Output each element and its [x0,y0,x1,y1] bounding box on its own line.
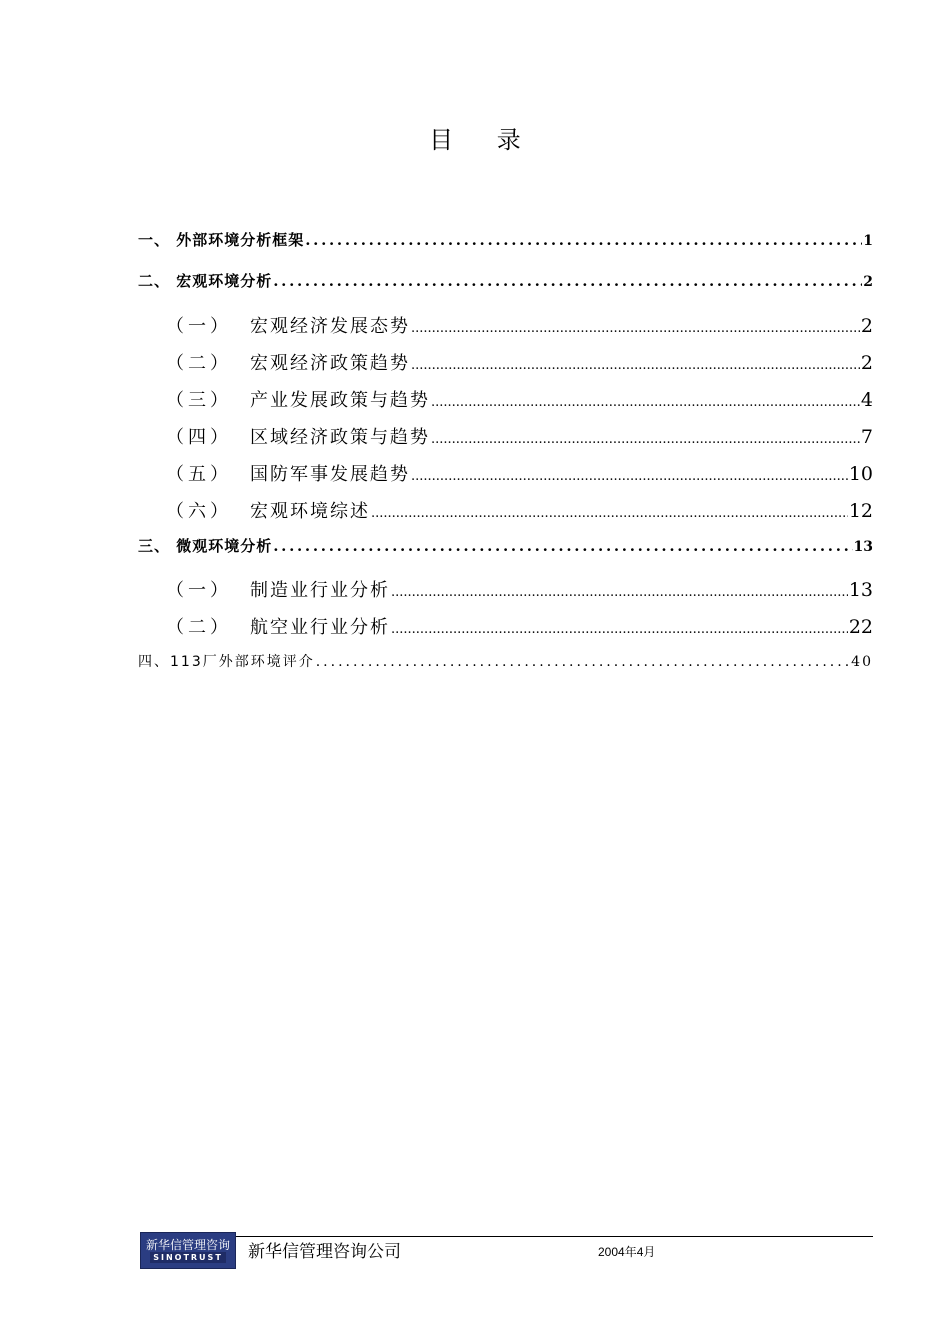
toc-entry-number: （一） [166,580,232,601]
toc-entry[interactable] [166,460,873,486]
toc-entry[interactable] [138,229,873,250]
toc-leader [305,231,862,249]
toc-entry-title: 四、113厂外部环境评介 [138,654,315,670]
toc-leader [431,432,860,447]
toc-entry-title: 二、 宏观环境分析 [138,272,273,290]
toc-leader [273,272,862,290]
toc-entry-number: （一） [166,316,232,337]
toc-page-number: 1 [863,233,873,249]
toc-entry-title: 宏观经济发展态势 [250,316,410,337]
toc-page-number: 2 [863,274,873,290]
toc-entry-title: 产业发展政策与趋势 [250,390,430,411]
toc-entry[interactable] [166,312,873,338]
toc-leader [391,585,848,600]
logo-chinese-text: 新华信管理咨询 [145,1238,230,1252]
logo-english-text: SINOTRUST [150,1252,226,1263]
toc-leader [371,506,848,521]
toc-leader [411,358,860,373]
toc-entry-number: （四） [166,427,232,448]
toc-entry[interactable] [138,535,873,556]
toc-page-number: 7 [860,426,873,448]
toc-entry[interactable] [166,423,873,449]
toc-leader [391,622,848,637]
toc-entry[interactable] [166,497,873,523]
toc-entry-title: 区域经济政策与趋势 [250,427,430,448]
toc-leader [431,395,860,410]
toc-page-number: 13 [848,579,873,601]
company-logo [140,1232,236,1269]
toc-entry[interactable] [138,651,873,671]
toc-page-number: 22 [848,616,873,638]
toc-entry-title: 三、 微观环境分析 [138,537,273,555]
toc-entry-number: （三） [166,390,232,411]
toc-page-number: 4 [860,389,873,411]
footer-date: 2004年4月 [598,1245,656,1259]
toc-entry-number: （二） [166,353,232,374]
toc-page-number: 2 [860,352,873,374]
toc-entry[interactable] [166,386,873,412]
toc-page-number: 13 [853,539,873,555]
toc-page-number: 12 [848,500,873,522]
toc-entry-number: （六） [166,501,232,522]
toc-entry[interactable] [166,613,873,639]
toc-entry-title: 制造业行业分析 [250,580,390,601]
toc-entry-title: 航空业行业分析 [250,617,390,638]
toc-entry-title: 宏观环境综述 [250,501,370,522]
toc-entry-number: （二） [166,617,232,638]
toc-leader [273,537,852,555]
toc-entry[interactable] [166,576,873,602]
page-title: 目 录 [429,126,539,154]
toc-entry[interactable] [138,270,873,291]
toc-entry[interactable] [166,349,873,375]
footer-company-name: 新华信管理咨询公司 [248,1242,401,1262]
toc-leader [316,654,850,670]
toc-leader [411,469,848,484]
toc-page-number: 10 [848,463,873,485]
toc-page-number: 2 [860,315,873,337]
toc-page-number: 40 [851,654,873,670]
toc-entry-number: （五） [166,464,232,485]
toc-entry-title: 国防军事发展趋势 [250,464,410,485]
toc-entry-title: 宏观经济政策趋势 [250,353,410,374]
toc-entry-title: 一、 外部环境分析框架 [138,231,305,249]
toc-leader [411,321,860,336]
